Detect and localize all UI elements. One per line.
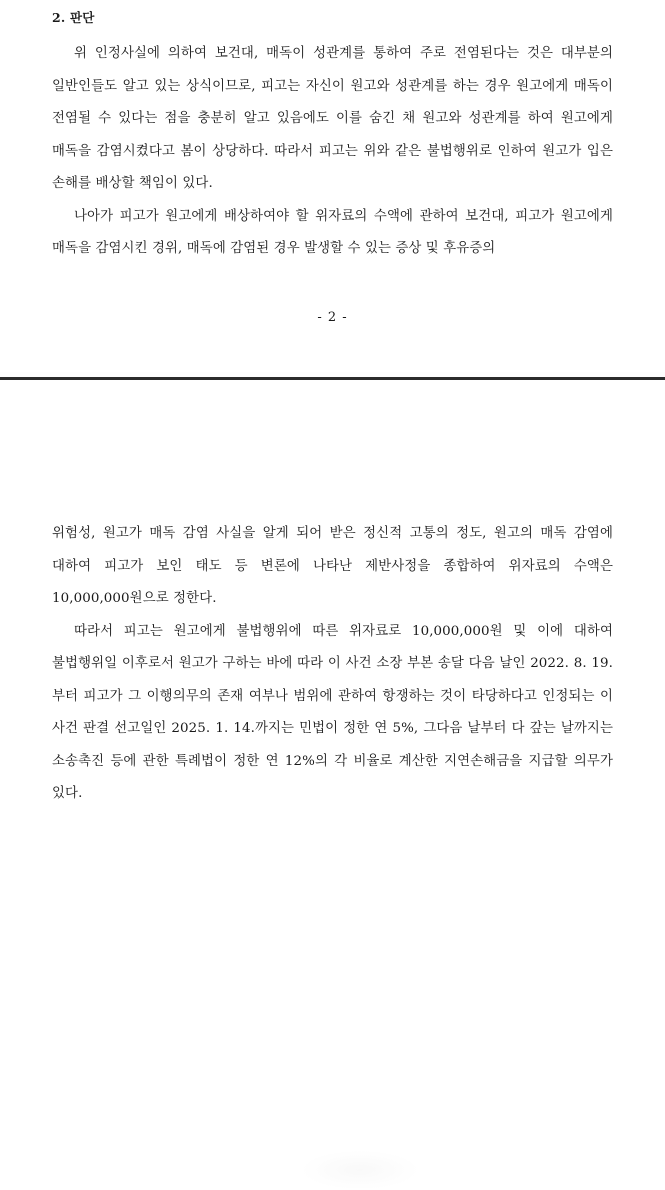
paragraph-judgment-liability: 위 인정사실에 의하여 보건대, 매독이 성관계를 통하여 주로 전염된다는 것은 대부분의 일반인들도 알고 있는 상식이므로, 피고는 자신이 원고와 성관계를 하는 경우 원고에게 매독이 전염될 수 있다는 점을 충분히 알고 있음에도 이를 숨긴 채 원고와 성관계를 하여 원고에게 매독을 감염시켰다고 봄이 상당하다. 따라서 피고는 위와 같은 불법행위로 인하여 원고가 입은 손해를 배상할 책임이 있다. bbox=[52, 46, 613, 191]
paragraph-payment-obligation: 따라서 피고는 원고에게 불법행위에 따른 위자료로 10,000,000원 및 이에 대하여 불법행위일 이후로서 원고가 구하는 바에 따라 이 사건 소장 부본 송달 다음 날인 2022. 8. 19.부터 피고가 그 이행의무의 존재 여부나 범위에 관하여 항쟁하는 것이 타당하다고 인정되는 이 사건 판결 선고일인 2025. 1. 14.까지는 민법이 정한 연 5%, 그다음 날부터 다 갚는 날까지는 소송촉진 등에 관한 특례법이 정한 연 12%의 각 비율로 계산한 지연손해금을 지급할 의무가 있다. bbox=[52, 623, 613, 801]
spacer bbox=[52, 26, 613, 38]
page-3-content bbox=[0, 380, 665, 811]
page-2-content bbox=[0, 0, 665, 266]
paragraph-consolation-money-intro: 나아가 피고가 원고에게 배상하여야 할 위자료의 수액에 관하여 보건대, 피고가 원고에게 매독을 감염시킨 경위, 매독에 감염된 경우 발생할 수 있는 증상 및 후유증의 bbox=[52, 208, 613, 256]
section-heading-judgment: 2. 판단 bbox=[52, 10, 95, 25]
page-number-footer: - 2 - bbox=[317, 310, 348, 325]
paper-watermark bbox=[300, 1150, 420, 1190]
page-2-section bbox=[0, 0, 665, 372]
page-3-section bbox=[0, 377, 665, 819]
paragraph-consolation-amount: 위험성, 원고가 매독 감염 사실을 알게 되어 받은 정신적 고통의 정도, 원고의 매독 감염에 대하여 피고가 보인 태도 등 변론에 나타난 제반사정을 종합하여 위자료의 수액은 10,000,000원으로 정한다. bbox=[52, 526, 613, 606]
